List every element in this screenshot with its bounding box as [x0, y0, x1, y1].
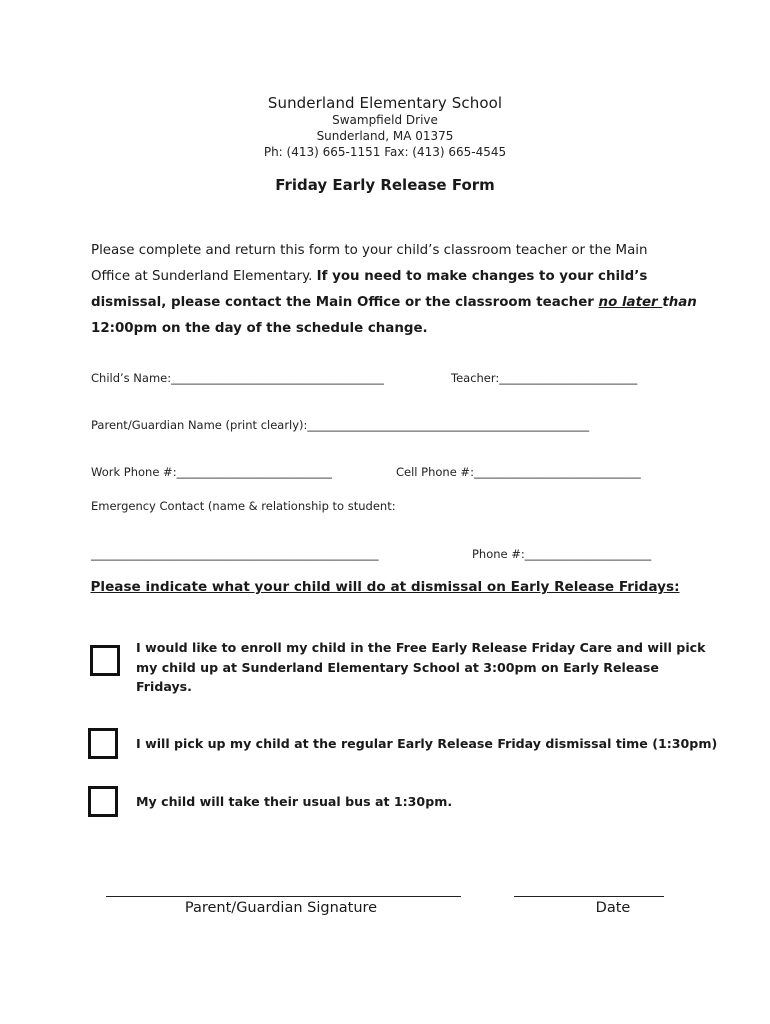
intro-line-2 — [91, 264, 647, 290]
option-bus-text — [136, 792, 696, 812]
option-free-care-checkbox[interactable] — [90, 645, 120, 676]
school-city-state-zip: Sunderland, MA 01375 — [316, 129, 454, 143]
option-free-care-line-3: Fridays. — [136, 679, 192, 694]
form-title: Friday Early Release Form — [275, 176, 495, 194]
intro-line-3-bold: dismissal, please contact the Main Office or the classroom teacher — [91, 295, 599, 310]
option-bus-line-1: My child will take their usual bus at 1:30pm. — [136, 794, 453, 809]
emergency-contact-label: Emergency Contact (name & relationship to student: — [91, 499, 396, 513]
childs-name-field[interactable]: Child’s Name:_____________________________________ — [91, 371, 384, 385]
date-label: Date — [595, 900, 631, 916]
intro-line-3 — [91, 290, 697, 316]
parent-guardian-name-field[interactable]: Parent/Guardian Name (print clearly):_________________________________________________ — [91, 418, 590, 432]
parent-signature-line[interactable] — [106, 896, 461, 897]
parent-signature-label: Parent/Guardian Signature — [184, 900, 378, 916]
school-phone-fax: Ph: (413) 665-1151 Fax: (413) 665-4545 — [263, 145, 507, 159]
option-regular-pickup-text — [136, 734, 718, 754]
option-regular-pickup-line-1: I will pick up my child at the regular Early Release Friday dismissal time (1:30pm) — [136, 736, 718, 751]
option-free-care-line-2: my child up at Sunderland Elementary School at 3:00pm on Early Release — [136, 659, 659, 675]
cell-phone-field[interactable]: Cell Phone #:_____________________________ — [396, 465, 641, 479]
school-street: Swampfield Drive — [332, 113, 438, 127]
intro-line-2-bold: If you need to make changes to your child’s — [316, 269, 648, 284]
intro-paragraph — [91, 238, 697, 348]
intro-line-2-normal: Office at Sunderland Elementary. — [91, 269, 317, 284]
work-phone-field[interactable]: Work Phone #:___________________________ — [91, 465, 332, 479]
intro-line-3-underlined: no later — [598, 295, 663, 310]
intro-line-3-bold-end: than — [662, 295, 697, 310]
intro-line-1: Please complete and return this form to your child’s classroom teacher or the Main — [91, 243, 648, 258]
intro-line-4: 12:00pm on the day of the schedule change. — [91, 321, 428, 336]
emergency-contact-field[interactable]: __________________________________________________ — [91, 547, 379, 561]
school-name: Sunderland Elementary School — [267, 94, 503, 112]
date-signature-line[interactable] — [514, 896, 664, 897]
option-free-care-text — [136, 638, 706, 697]
option-free-care-line-1: I would like to enroll my child in the Free Early Release Friday Care and will pick — [136, 640, 706, 655]
teacher-field[interactable]: Teacher:________________________ — [451, 371, 638, 385]
option-bus-checkbox[interactable] — [88, 786, 118, 817]
option-regular-pickup-checkbox[interactable] — [88, 728, 118, 759]
dismissal-heading: Please indicate what your child will do at dismissal on Early Release Fridays: — [90, 579, 680, 595]
emergency-phone-field[interactable]: Phone #:______________________ — [472, 547, 652, 561]
